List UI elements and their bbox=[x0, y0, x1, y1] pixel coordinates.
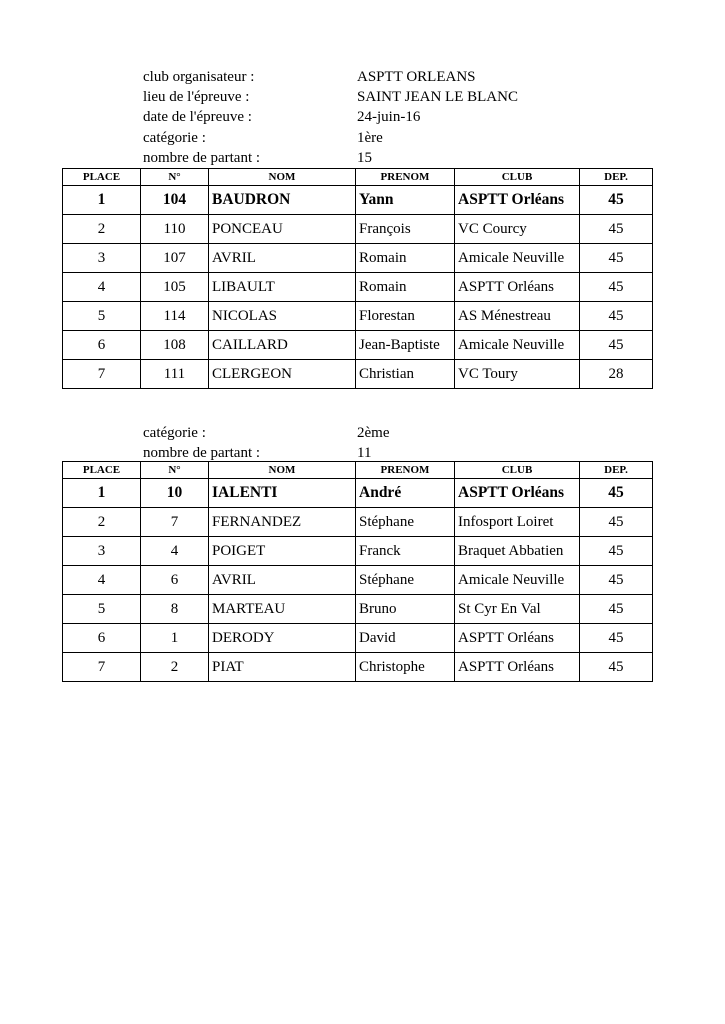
cell-prenom: Florestan bbox=[356, 302, 455, 331]
cell-club: VC Courcy bbox=[455, 215, 580, 244]
cell-dep: 45 bbox=[580, 479, 653, 508]
cell-prenom: Christian bbox=[356, 360, 455, 389]
table-header bbox=[63, 462, 653, 479]
table-row bbox=[63, 215, 653, 244]
event-info bbox=[143, 68, 563, 168]
cell-prenom: Bruno bbox=[356, 595, 455, 624]
table-row bbox=[63, 244, 653, 273]
cell-dep: 45 bbox=[580, 331, 653, 360]
cell-club: Amicale Neuville bbox=[455, 331, 580, 360]
cell-nom: LIBAULT bbox=[209, 273, 356, 302]
cell-place: 1 bbox=[63, 186, 141, 215]
cell-club: VC Toury bbox=[455, 360, 580, 389]
cell-nom: PIAT bbox=[209, 653, 356, 682]
cell-place: 1 bbox=[63, 479, 141, 508]
cell-nom: CAILLARD bbox=[209, 331, 356, 360]
col-dep: DEP. bbox=[580, 462, 653, 479]
cell-place: 4 bbox=[63, 273, 141, 302]
cell-place: 6 bbox=[63, 624, 141, 653]
partants-label: nombre de partant : bbox=[143, 445, 261, 461]
cell-num: 107 bbox=[141, 244, 209, 273]
col-club: CLUB bbox=[455, 169, 580, 186]
col-dep: DEP. bbox=[580, 169, 653, 186]
col-num: N° bbox=[141, 169, 209, 186]
cell-nom: MARTEAU bbox=[209, 595, 356, 624]
cell-num: 114 bbox=[141, 302, 209, 331]
partants-value: 11 bbox=[357, 445, 372, 461]
lieu-value: SAINT JEAN LE BLANC bbox=[357, 89, 518, 105]
table-row bbox=[63, 508, 653, 537]
table-row bbox=[63, 479, 653, 508]
date-value: 24-juin-16 bbox=[357, 109, 421, 125]
categorie-value: 1ère bbox=[357, 130, 383, 146]
table-row bbox=[63, 595, 653, 624]
col-prenom: PRENOM bbox=[356, 169, 455, 186]
cell-nom: CLERGEON bbox=[209, 360, 356, 389]
cell-dep: 45 bbox=[580, 186, 653, 215]
table-row bbox=[63, 186, 653, 215]
cell-place: 3 bbox=[63, 244, 141, 273]
table-header bbox=[63, 169, 653, 186]
cell-dep: 45 bbox=[580, 215, 653, 244]
cell-num: 111 bbox=[141, 360, 209, 389]
cell-prenom: Yann bbox=[356, 186, 455, 215]
col-nom: NOM bbox=[209, 462, 356, 479]
cell-num: 1 bbox=[141, 624, 209, 653]
col-place: PLACE bbox=[63, 462, 141, 479]
cell-place: 7 bbox=[63, 360, 141, 389]
results-table-1 bbox=[62, 168, 653, 389]
categorie-label: catégorie : bbox=[143, 425, 206, 441]
cell-num: 10 bbox=[141, 479, 209, 508]
cell-club: AS Ménestreau bbox=[455, 302, 580, 331]
cell-club: Amicale Neuville bbox=[455, 566, 580, 595]
cell-place: 5 bbox=[63, 595, 141, 624]
cell-club: ASPTT Orléans bbox=[455, 624, 580, 653]
cell-num: 6 bbox=[141, 566, 209, 595]
cell-club: Braquet Abbatien bbox=[455, 537, 580, 566]
cell-prenom: Romain bbox=[356, 244, 455, 273]
table-row bbox=[63, 360, 653, 389]
cell-dep: 45 bbox=[580, 653, 653, 682]
cell-num: 104 bbox=[141, 186, 209, 215]
club-value: ASPTT ORLEANS bbox=[357, 69, 476, 85]
cell-prenom: Romain bbox=[356, 273, 455, 302]
cell-nom: BAUDRON bbox=[209, 186, 356, 215]
cell-place: 5 bbox=[63, 302, 141, 331]
cell-prenom: François bbox=[356, 215, 455, 244]
table-row bbox=[63, 273, 653, 302]
cell-num: 8 bbox=[141, 595, 209, 624]
partants-label: nombre de partant : bbox=[143, 150, 261, 166]
cell-prenom: Christophe bbox=[356, 653, 455, 682]
col-prenom: PRENOM bbox=[356, 462, 455, 479]
categorie-label: catégorie : bbox=[143, 130, 206, 146]
results-table-2 bbox=[62, 461, 653, 682]
cell-club: ASPTT Orléans bbox=[455, 186, 580, 215]
cell-dep: 45 bbox=[580, 566, 653, 595]
cell-prenom: André bbox=[356, 479, 455, 508]
col-place: PLACE bbox=[63, 169, 141, 186]
cell-dep: 45 bbox=[580, 508, 653, 537]
partants-value: 15 bbox=[357, 150, 372, 166]
table-row bbox=[63, 624, 653, 653]
club-label: club organisateur : bbox=[143, 69, 255, 85]
cell-nom: PONCEAU bbox=[209, 215, 356, 244]
cell-club: ASPTT Orléans bbox=[455, 479, 580, 508]
cell-place: 6 bbox=[63, 331, 141, 360]
cell-place: 4 bbox=[63, 566, 141, 595]
cell-num: 2 bbox=[141, 653, 209, 682]
category-2-info bbox=[143, 424, 563, 464]
categorie-value: 2ème bbox=[357, 425, 390, 441]
cell-dep: 45 bbox=[580, 624, 653, 653]
cell-dep: 45 bbox=[580, 595, 653, 624]
cell-nom: IALENTI bbox=[209, 479, 356, 508]
cell-prenom: Franck bbox=[356, 537, 455, 566]
cell-num: 108 bbox=[141, 331, 209, 360]
cell-num: 105 bbox=[141, 273, 209, 302]
table-row bbox=[63, 566, 653, 595]
cell-dep: 28 bbox=[580, 360, 653, 389]
cell-club: Infosport Loiret bbox=[455, 508, 580, 537]
date-label: date de l'épreuve : bbox=[143, 109, 252, 125]
cell-dep: 45 bbox=[580, 537, 653, 566]
table-row bbox=[63, 331, 653, 360]
cell-prenom: David bbox=[356, 624, 455, 653]
cell-nom: FERNANDEZ bbox=[209, 508, 356, 537]
cell-club: ASPTT Orléans bbox=[455, 653, 580, 682]
cell-dep: 45 bbox=[580, 302, 653, 331]
cell-num: 7 bbox=[141, 508, 209, 537]
cell-place: 7 bbox=[63, 653, 141, 682]
cell-nom: AVRIL bbox=[209, 244, 356, 273]
cell-nom: POIGET bbox=[209, 537, 356, 566]
col-nom: NOM bbox=[209, 169, 356, 186]
col-num: N° bbox=[141, 462, 209, 479]
cell-prenom: Jean-Baptiste bbox=[356, 331, 455, 360]
cell-place: 2 bbox=[63, 215, 141, 244]
cell-club: ASPTT Orléans bbox=[455, 273, 580, 302]
col-club: CLUB bbox=[455, 462, 580, 479]
table-row bbox=[63, 653, 653, 682]
cell-club: St Cyr En Val bbox=[455, 595, 580, 624]
cell-nom: NICOLAS bbox=[209, 302, 356, 331]
cell-nom: AVRIL bbox=[209, 566, 356, 595]
table-row bbox=[63, 537, 653, 566]
cell-place: 2 bbox=[63, 508, 141, 537]
cell-place: 3 bbox=[63, 537, 141, 566]
cell-prenom: Stéphane bbox=[356, 508, 455, 537]
cell-nom: DERODY bbox=[209, 624, 356, 653]
cell-club: Amicale Neuville bbox=[455, 244, 580, 273]
table-row bbox=[63, 302, 653, 331]
lieu-label: lieu de l'épreuve : bbox=[143, 89, 250, 105]
cell-dep: 45 bbox=[580, 273, 653, 302]
cell-num: 110 bbox=[141, 215, 209, 244]
cell-num: 4 bbox=[141, 537, 209, 566]
cell-dep: 45 bbox=[580, 244, 653, 273]
cell-prenom: Stéphane bbox=[356, 566, 455, 595]
